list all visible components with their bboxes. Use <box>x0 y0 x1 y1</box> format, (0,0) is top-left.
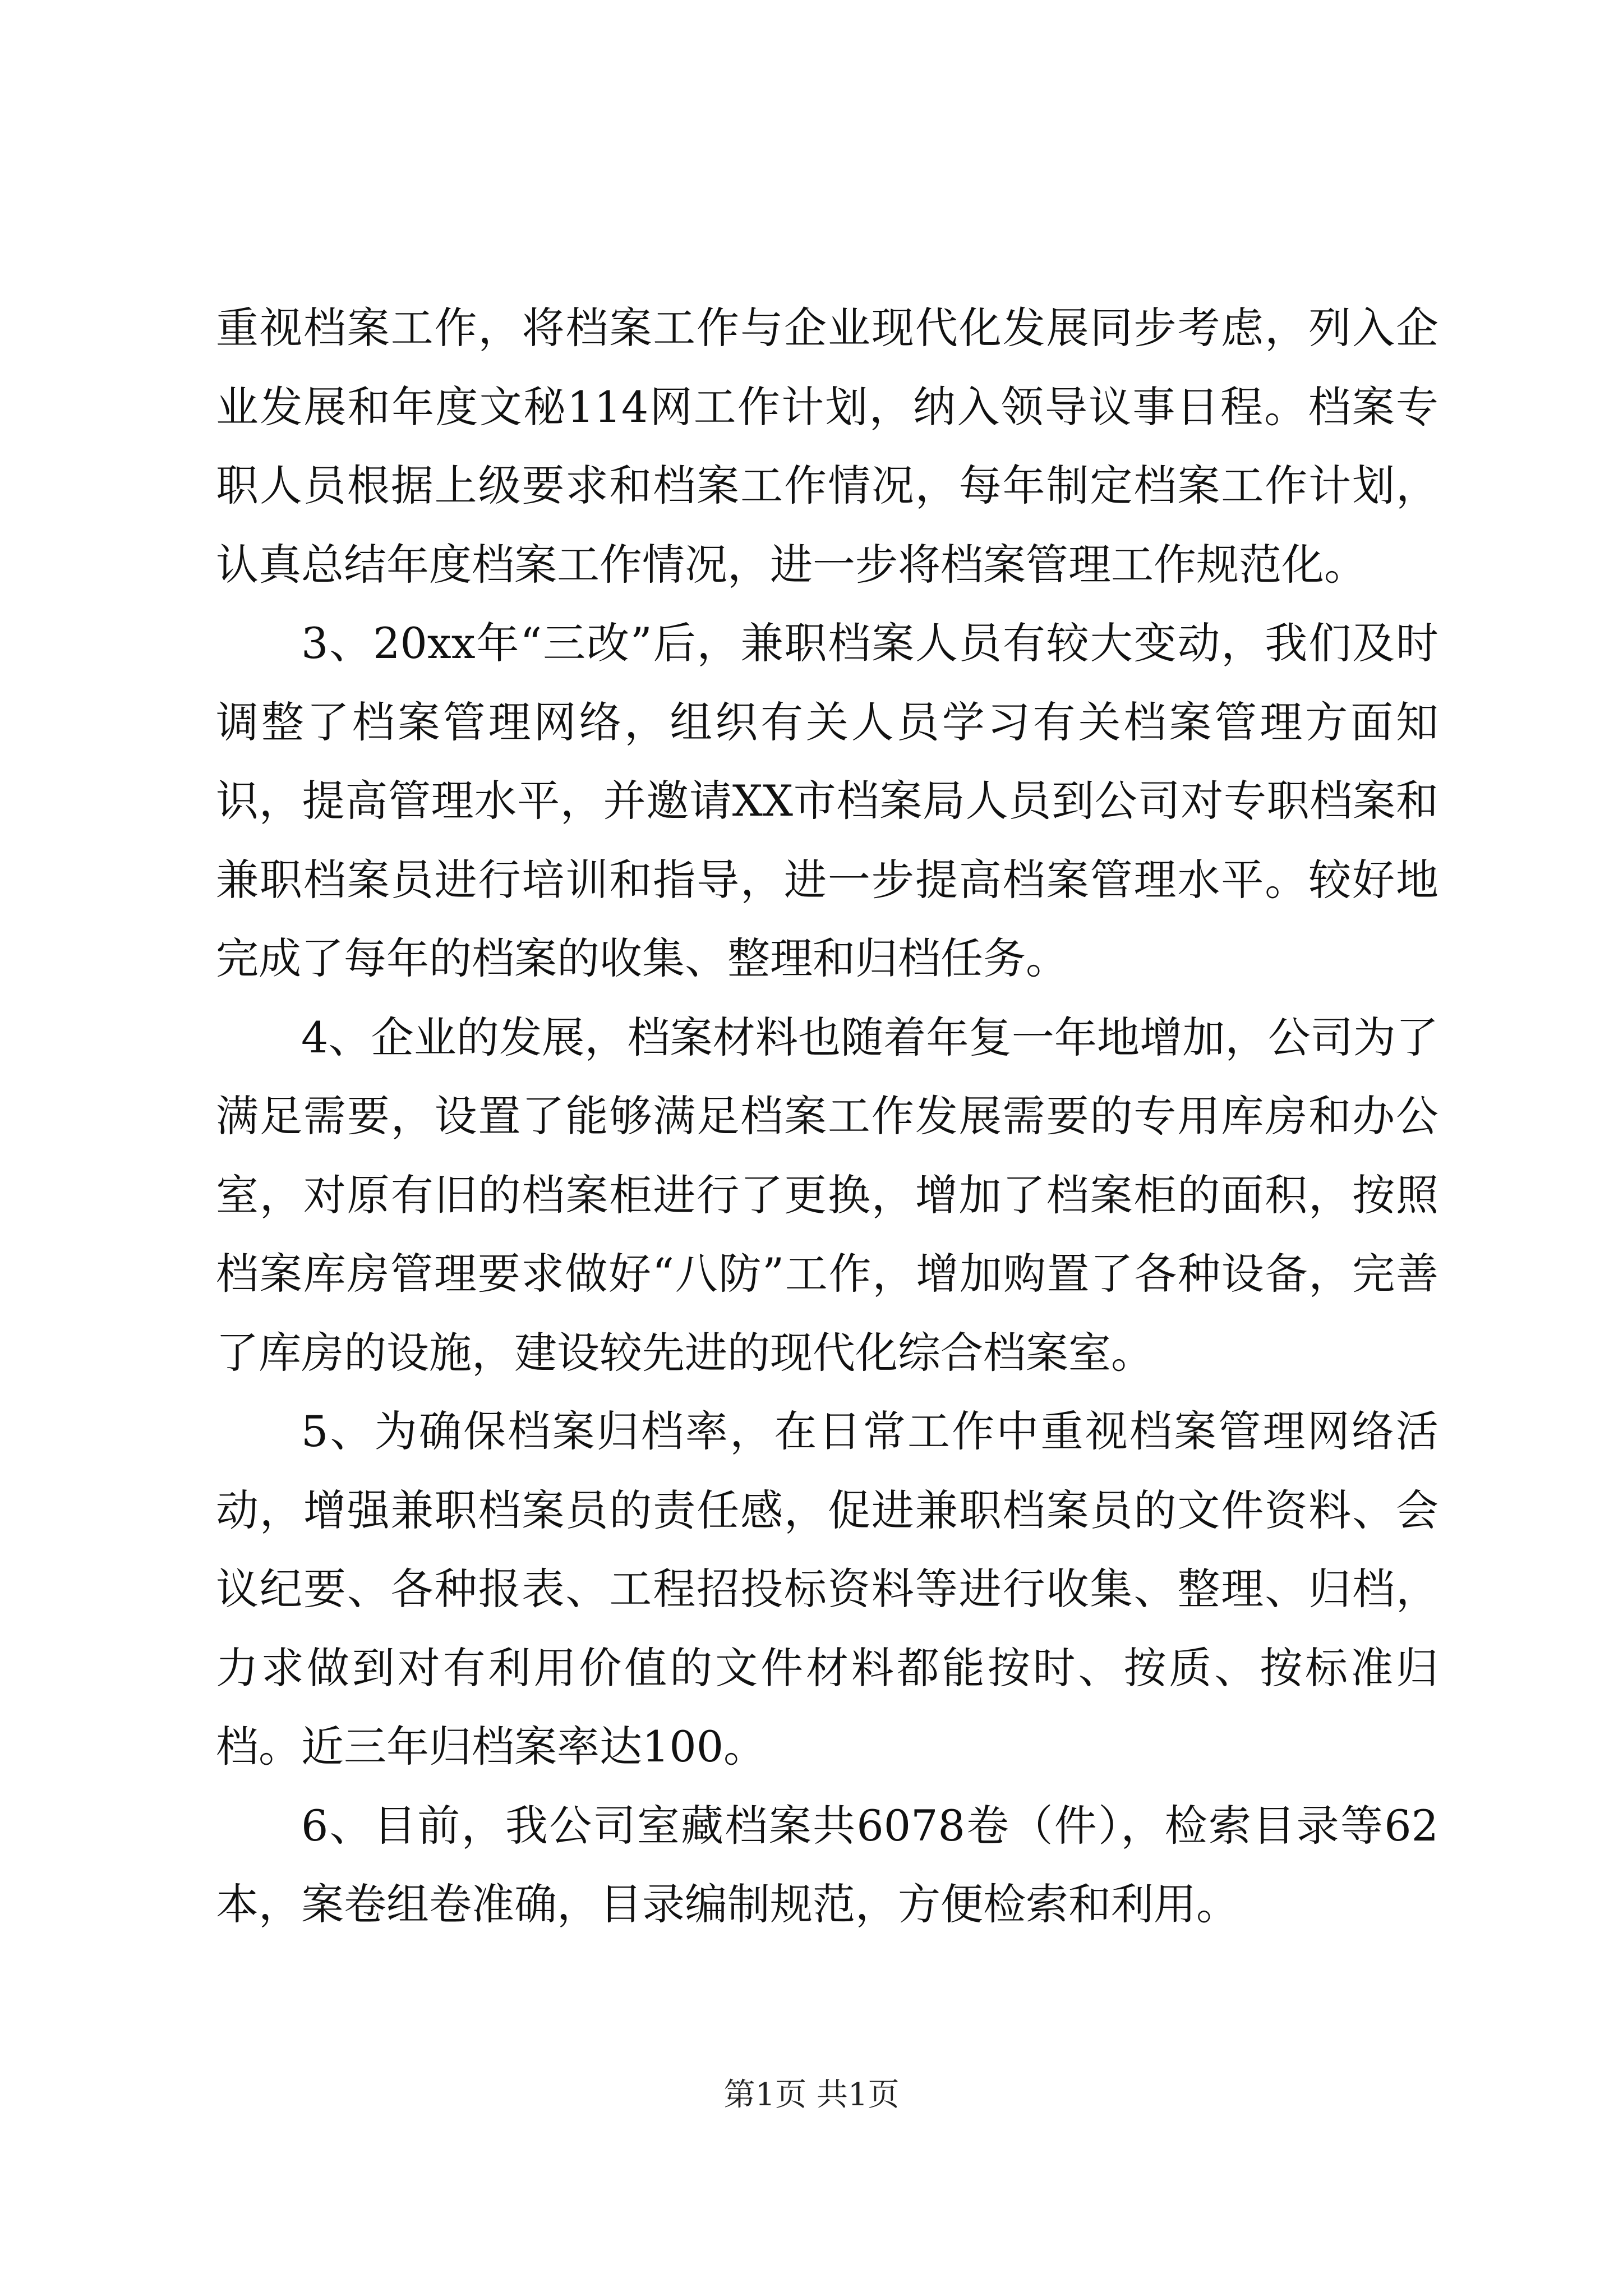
paragraph-5: 6、目前，我公司室藏档案共6078卷（件），检索目录等62本，案卷组卷准确，目录编制规范，方便检索和利用。 <box>216 1800 1438 1929</box>
document-body <box>216 289 1438 1944</box>
page-footer: 第1页 共1页 <box>723 2077 900 2113</box>
paragraph-4: 5、为确保档案归档率，在日常工作中重视档案管理网络活动，增强兼职档案员的责任感，促进兼职档案员的文件资料、会议纪要、各种报表、工程招投标资料等进行收集、整理、归档，力求做到对有利用价值的文件材料都能按时、按质、按标准归档。近三年归档案率达100。 <box>216 1406 1438 1772</box>
paragraph-2: 3、20xx年“三改”后，兼职档案人员有较大变动，我们及时调整了档案管理网络，组织有关人员学习有关档案管理方面知识，提高管理水平，并邀请XX市档案局人员到公司对专职档案和兼职档案员进行培训和指导，进一步提高档案管理水平。较好地完成了每年的档案的收集、整理和归档任务。 <box>216 618 1438 983</box>
paragraph-1: 重视档案工作，将档案工作与企业现代化发展同步考虑，列入企业发展和年度文秘114网工作计划，纳入领导议事日程。档案专职人员根据上级要求和档案工作情况，每年制定档案工作计划，认真总结年度档案工作情况，进一步将档案管理工作规范化。 <box>216 303 1438 590</box>
paragraph-3: 4、企业的发展，档案材料也随着年复一年地增加，公司为了满足需要，设置了能够满足档案工作发展需要的专用库房和办公室，对原有旧的档案柜进行了更换，增加了档案柜的面积，按照档案库房管理要求做好“八防”工作，增加购置了各种设备，完善了库房的设施，建设较先进的现代化综合档案室。 <box>216 1012 1438 1378</box>
